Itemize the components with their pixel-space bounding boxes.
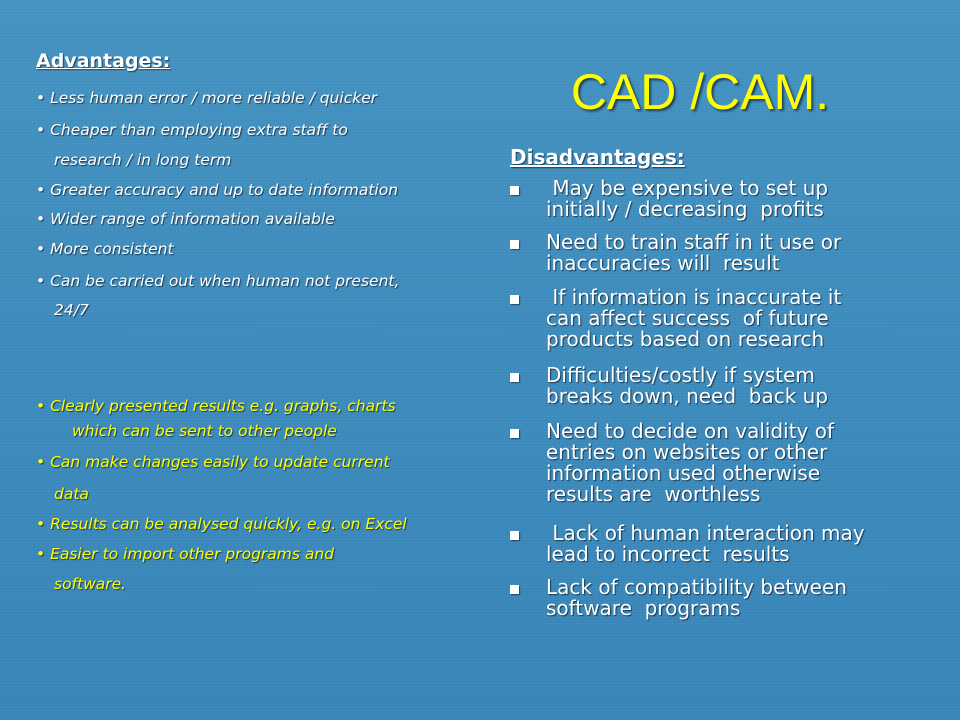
advantage-line: data	[54, 485, 89, 503]
square-bullet-icon	[510, 429, 519, 438]
disadvantage-text	[546, 232, 936, 274]
advantage-line: • Can make changes easily to update current	[36, 453, 390, 471]
slide-title: CAD /CAM.	[570, 64, 830, 120]
disadvantage-line: May be expensive to set up	[546, 176, 829, 200]
disadvantage-text	[546, 287, 936, 350]
advantage-line: which can be sent to other people	[72, 422, 337, 440]
disadvantage-line: Lack of compatibility between	[546, 575, 847, 599]
disadvantage-text	[546, 178, 936, 220]
advantage-line: • Greater accuracy and up to date information	[36, 181, 399, 199]
disadvantage-line: lead to incorrect results	[546, 542, 790, 566]
advantages-heading: Advantages:	[36, 50, 171, 72]
disadvantage-line: inaccuracies will result	[546, 251, 780, 275]
disadvantage-text	[546, 523, 936, 565]
disadvantage-line: can affect success of future	[546, 306, 829, 330]
advantage-line: • Cheaper than employing extra staff to	[36, 121, 348, 139]
disadvantage-line: Difficulties/costly if system	[546, 363, 815, 387]
advantage-line: • Less human error / more reliable / quicker	[36, 89, 378, 107]
advantage-line: research / in long term	[54, 151, 232, 169]
disadvantage-text	[546, 577, 936, 619]
square-bullet-icon	[510, 295, 519, 304]
advantage-line: • Can be carried out when human not present,	[36, 272, 400, 290]
advantage-line: • Results can be analysed quickly, e.g. on Excel	[36, 515, 407, 533]
square-bullet-icon	[510, 240, 519, 249]
disadvantage-line: If information is inaccurate it	[546, 285, 842, 309]
disadvantage-text	[546, 365, 936, 407]
disadvantage-line: Need to train staff in it use or	[546, 230, 842, 254]
square-bullet-icon	[510, 585, 519, 594]
advantage-line: • Clearly presented results e.g. graphs, charts	[36, 397, 396, 415]
disadvantage-line: information used otherwise	[546, 461, 821, 485]
disadvantage-line: initially / decreasing profits	[546, 197, 824, 221]
disadvantage-line: results are worthless	[546, 482, 761, 506]
square-bullet-icon	[510, 531, 519, 540]
disadvantage-line: Lack of human interaction may	[546, 521, 865, 545]
advantage-line: • Wider range of information available	[36, 210, 335, 228]
advantage-line: • Easier to import other programs and	[36, 545, 335, 563]
disadvantage-line: entries on websites or other	[546, 440, 828, 464]
disadvantage-text	[546, 421, 936, 505]
advantage-line: • More consistent	[36, 240, 174, 258]
square-bullet-icon	[510, 373, 519, 382]
square-bullet-icon	[510, 186, 519, 195]
disadvantage-line: breaks down, need back up	[546, 384, 829, 408]
disadvantage-line: products based on research	[546, 327, 825, 351]
disadvantage-line: Need to decide on validity of	[546, 419, 835, 443]
disadvantage-line: software programs	[546, 596, 741, 620]
advantage-line: 24/7	[54, 301, 89, 319]
disadvantages-heading: Disadvantages:	[510, 145, 685, 169]
advantage-line: software.	[54, 575, 127, 593]
